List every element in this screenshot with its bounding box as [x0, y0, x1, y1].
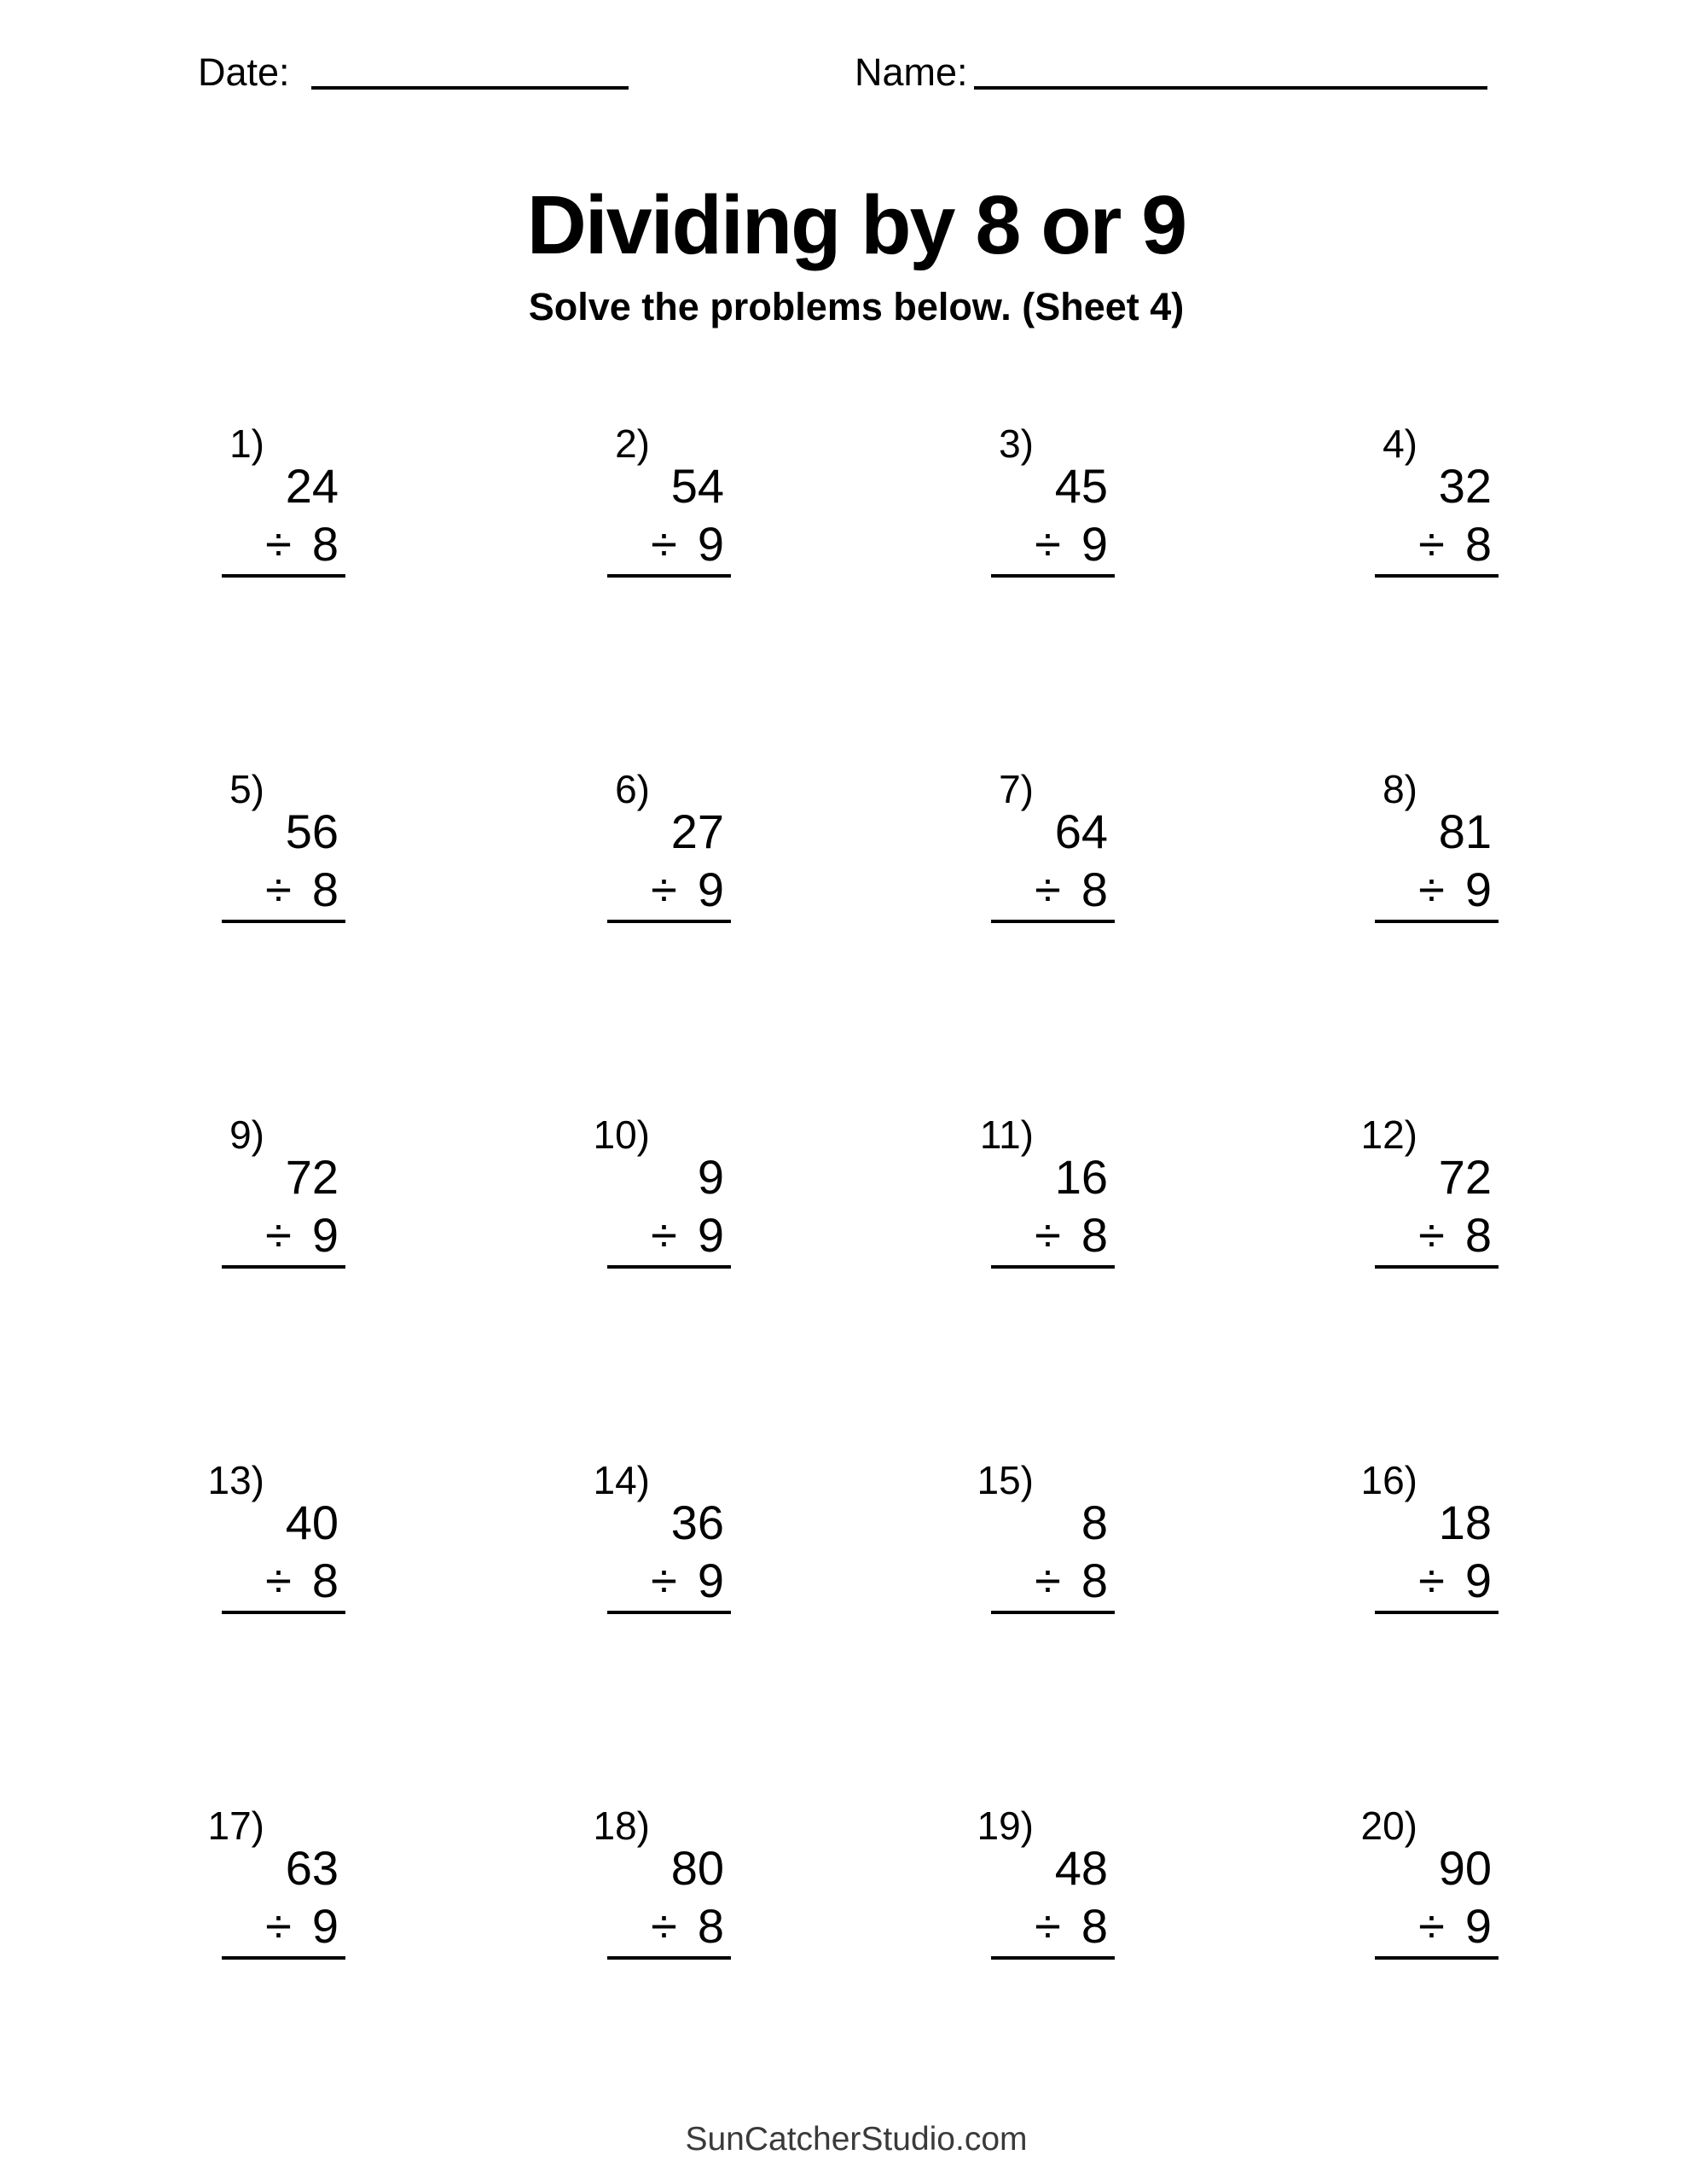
dividend: 72: [1438, 1150, 1492, 1204]
divisor-row: [1418, 517, 1492, 571]
division-sign: ÷: [1418, 1208, 1445, 1262]
division-sign: ÷: [265, 1554, 292, 1607]
problem: [1360, 1804, 1499, 1964]
divisor: 9: [1464, 1899, 1492, 1953]
problem-number: 19): [977, 1804, 1034, 1848]
problem-number: 8): [1383, 767, 1417, 811]
division-sign: ÷: [1035, 1899, 1061, 1953]
problem-number: 2): [615, 421, 650, 466]
problem-number: 3): [999, 421, 1034, 466]
answer-line: [1375, 1956, 1499, 1960]
problem: [1375, 421, 1499, 582]
divisor: 8: [1464, 517, 1492, 571]
divisor: 8: [1464, 1208, 1492, 1262]
divisor-row: [651, 517, 724, 571]
problem-number: 15): [977, 1458, 1034, 1502]
dividend: 40: [285, 1496, 339, 1549]
division-sign: ÷: [1418, 1554, 1445, 1607]
problem: [1360, 1458, 1499, 1618]
problem-number: 10): [593, 1112, 650, 1157]
division-sign: ÷: [651, 1899, 677, 1953]
problem: [977, 1804, 1115, 1964]
division-sign: ÷: [651, 1554, 677, 1607]
answer-line: [222, 574, 345, 578]
problem: [1360, 1112, 1499, 1273]
divisor-row: [1418, 1208, 1492, 1262]
date-label: Date:: [198, 50, 290, 94]
dividend: 81: [1438, 804, 1492, 858]
divisor: 8: [1081, 1899, 1108, 1953]
dividend: 16: [1054, 1150, 1108, 1204]
division-sign: ÷: [1418, 863, 1445, 916]
divisor: 9: [1464, 863, 1492, 916]
divisor: 8: [311, 863, 339, 916]
division-sign: ÷: [651, 863, 677, 916]
problem-number: 4): [1383, 421, 1417, 466]
divisor-row: [1035, 1554, 1108, 1607]
divisor: 9: [697, 517, 724, 571]
divisor-row: [265, 1554, 339, 1607]
division-sign: ÷: [1418, 517, 1445, 571]
date-write-line: [311, 86, 629, 90]
problem-number: 12): [1360, 1112, 1417, 1157]
answer-line: [607, 574, 731, 578]
division-sign: ÷: [1035, 517, 1061, 571]
answer-line: [991, 1611, 1115, 1614]
answer-line: [1375, 1265, 1499, 1269]
problem-number: 14): [593, 1458, 650, 1502]
name-write-line: [974, 86, 1487, 90]
divisor-row: [1035, 1899, 1108, 1953]
division-sign: ÷: [265, 863, 292, 916]
problem: [979, 1112, 1115, 1273]
divisor-row: [1418, 1554, 1492, 1607]
problem: [607, 421, 731, 582]
divisor: 9: [311, 1208, 339, 1262]
dividend: 56: [285, 804, 339, 858]
divisor: 9: [697, 863, 724, 916]
dividend: 64: [1054, 804, 1108, 858]
problem-number: 16): [1360, 1458, 1417, 1502]
division-sign: ÷: [651, 1208, 677, 1262]
footer-credit: SunCatcherStudio.com: [685, 2121, 1028, 2158]
problem: [222, 767, 345, 927]
divisor: 8: [311, 1554, 339, 1607]
answer-line: [222, 1956, 345, 1960]
dividend: 9: [697, 1150, 724, 1204]
divisor: 8: [1081, 863, 1108, 916]
dividend: 18: [1438, 1496, 1492, 1549]
divisor-row: [651, 1899, 724, 1953]
division-sign: ÷: [1035, 1208, 1061, 1262]
problem: [593, 1458, 731, 1618]
divisor: 8: [1081, 1554, 1108, 1607]
divisor: 9: [697, 1554, 724, 1607]
dividend: 8: [1081, 1496, 1108, 1549]
dividend: 72: [285, 1150, 339, 1204]
divisor-row: [1035, 863, 1108, 916]
divisor-row: [651, 1208, 724, 1262]
division-sign: ÷: [265, 517, 292, 571]
answer-line: [991, 1265, 1115, 1269]
name-label: Name:: [855, 50, 968, 94]
problem-number: 5): [229, 767, 264, 811]
divisor-row: [1418, 1899, 1492, 1953]
problem: [222, 1112, 345, 1273]
division-sign: ÷: [265, 1208, 292, 1262]
answer-line: [607, 1265, 731, 1269]
division-sign: ÷: [1035, 1554, 1061, 1607]
dividend: 90: [1438, 1841, 1492, 1895]
divisor-row: [265, 1208, 339, 1262]
division-sign: ÷: [1418, 1899, 1445, 1953]
dividend: 48: [1054, 1841, 1108, 1895]
divisor: 8: [311, 517, 339, 571]
problem: [977, 1458, 1115, 1618]
problem-number: 17): [207, 1804, 264, 1848]
problem: [607, 767, 731, 927]
division-sign: ÷: [651, 517, 677, 571]
divisor-row: [265, 517, 339, 571]
divisor: 8: [697, 1899, 724, 1953]
answer-line: [222, 1611, 345, 1614]
answer-line: [607, 1956, 731, 1960]
problem: [222, 421, 345, 582]
problem-number: 6): [615, 767, 650, 811]
answer-line: [991, 920, 1115, 923]
problem: [991, 767, 1115, 927]
divisor-row: [1418, 863, 1492, 916]
divisor: 9: [1081, 517, 1108, 571]
divisor: 9: [311, 1899, 339, 1953]
problem: [593, 1112, 731, 1273]
problem-number: 20): [1360, 1804, 1417, 1848]
problem: [1375, 767, 1499, 927]
dividend: 45: [1054, 459, 1108, 513]
divisor-row: [265, 863, 339, 916]
dividend: 32: [1438, 459, 1492, 513]
dividend: 80: [670, 1841, 724, 1895]
answer-line: [607, 920, 731, 923]
dividend: 27: [670, 804, 724, 858]
divisor: 9: [1464, 1554, 1492, 1607]
problem-number: 1): [229, 421, 264, 466]
divisor-row: [1035, 1208, 1108, 1262]
answer-line: [222, 1265, 345, 1269]
dividend: 63: [285, 1841, 339, 1895]
problem: [207, 1804, 345, 1964]
problem-number: 11): [979, 1112, 1034, 1157]
answer-line: [222, 920, 345, 923]
answer-line: [1375, 920, 1499, 923]
answer-line: [1375, 1611, 1499, 1614]
divisor-row: [265, 1899, 339, 1953]
division-sign: ÷: [1035, 863, 1061, 916]
divisor: 9: [697, 1208, 724, 1262]
division-sign: ÷: [265, 1899, 292, 1953]
divisor-row: [651, 1554, 724, 1607]
answer-line: [607, 1611, 731, 1614]
answer-line: [991, 1956, 1115, 1960]
divisor: 8: [1081, 1208, 1108, 1262]
page-subtitle: Solve the problems below. (Sheet 4): [528, 285, 1185, 328]
problem: [593, 1804, 731, 1964]
problem-number: 18): [593, 1804, 650, 1848]
problem: [207, 1458, 345, 1618]
problem-number: 9): [229, 1112, 264, 1157]
divisor-row: [1035, 517, 1108, 571]
problem-number: 13): [207, 1458, 264, 1502]
page-title: Dividing by 8 or 9: [526, 178, 1186, 271]
dividend: 24: [285, 459, 339, 513]
answer-line: [1375, 574, 1499, 578]
problem-number: 7): [999, 767, 1034, 811]
problem: [991, 421, 1115, 582]
divisor-row: [651, 863, 724, 916]
dividend: 54: [670, 459, 724, 513]
dividend: 36: [670, 1496, 724, 1549]
answer-line: [991, 574, 1115, 578]
